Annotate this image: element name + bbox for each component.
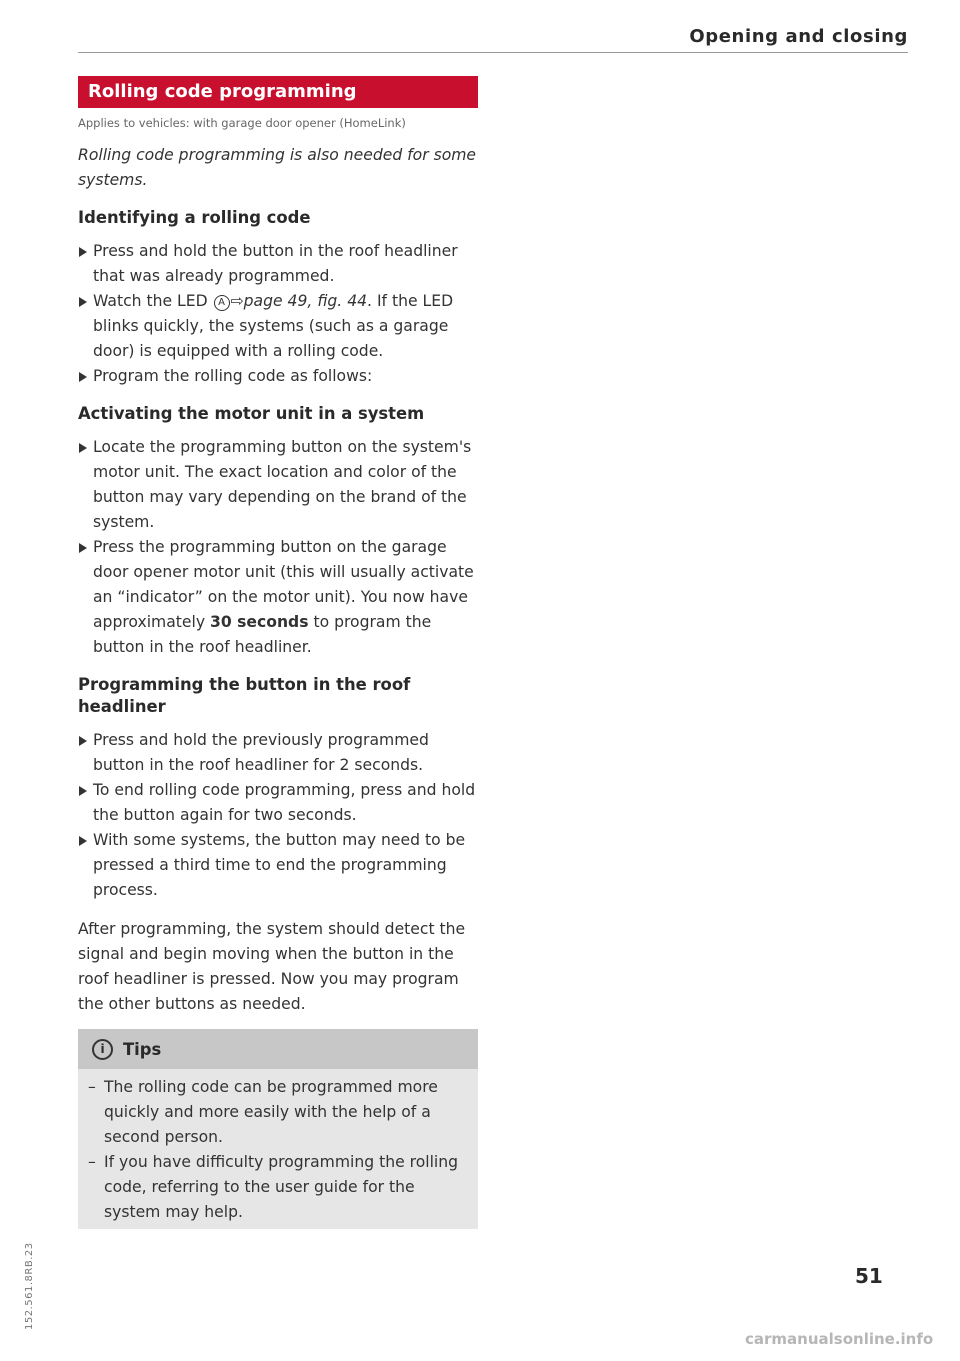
- identify-steps: [78, 239, 478, 389]
- tips-list: [78, 1069, 478, 1229]
- tip-text: The rolling code can be programmed more quickly and more easily with the help of a second person.: [104, 1078, 438, 1146]
- content-column: [78, 76, 478, 1229]
- page-reference: page 49: [243, 292, 308, 310]
- watermark: carmanualsonline.info: [745, 1330, 934, 1348]
- page-number: 51: [855, 1264, 883, 1288]
- activate-steps: [78, 435, 478, 660]
- emphasis-duration: 30 seconds: [210, 613, 309, 631]
- tips-box: [78, 1029, 478, 1229]
- info-icon: i: [92, 1039, 113, 1060]
- step-item: Press and hold the previously programmed button in the roof headliner for 2 seconds.: [78, 728, 478, 778]
- page-reference-link[interactable]: [244, 292, 367, 310]
- dash-bullet: –: [88, 1153, 96, 1171]
- tips-header: [78, 1029, 478, 1069]
- section-title: Rolling code programming: [78, 76, 478, 108]
- step-text: . If the LED blinks quickly, the systems (such as a garage door) is equipped with a rolling code.: [93, 292, 454, 360]
- header-rule: [78, 52, 908, 53]
- step-text: Press the programming button on the garage door opener motor unit (this will usually activate an “indicator” on the motor unit). You now have approximately: [93, 538, 474, 631]
- tip-item: [88, 1075, 468, 1150]
- running-head: Opening and closing: [689, 26, 908, 47]
- step-item: With some systems, the button may need to be pressed a third time to end the programming process.: [78, 828, 478, 903]
- intro-text: Rolling code programming is also needed for some systems.: [78, 146, 477, 189]
- arrow-right-icon: ⇨: [230, 292, 244, 310]
- tips-label: Tips: [123, 1039, 162, 1059]
- applies-to-note: Applies to vehicles: with garage door opener (HomeLink): [78, 116, 406, 130]
- after-programming-text: After programming, the system should detect the signal and begin moving when the button in the roof headliner is pressed. Now you may program the other buttons as needed.: [78, 920, 466, 1013]
- document-code: 152.561.8RB.23: [24, 1242, 35, 1330]
- program-steps: [78, 728, 478, 903]
- step-item: To end rolling code programming, press and hold the button again for two seconds.: [78, 778, 478, 828]
- heading-identify: Identifying a rolling code: [78, 208, 311, 227]
- heading-program: Programming the button in the roof headliner: [78, 675, 411, 716]
- figure-reference: fig. 44: [317, 292, 368, 310]
- tip-item: [88, 1150, 468, 1225]
- heading-activate: Activating the motor unit in a system: [78, 404, 425, 423]
- step-item: Program the rolling code as follows:: [78, 364, 478, 389]
- step-text: to program the button in the roof headliner.: [93, 613, 432, 656]
- step-text: Watch the LED: [93, 292, 213, 310]
- step-item: Locate the programming button on the system's motor unit. The exact location and color of the button may vary depending on the brand of the system.: [78, 435, 478, 535]
- tip-text: If you have difficulty programming the rolling code, referring to the user guide for the system may help.: [104, 1153, 459, 1221]
- step-item: [78, 289, 478, 364]
- reference-separator: ,: [307, 292, 318, 310]
- dash-bullet: –: [88, 1078, 96, 1096]
- led-marker-a: A: [214, 295, 230, 311]
- step-item: Press and hold the button in the roof headliner that was already programmed.: [78, 239, 478, 289]
- step-item: [78, 535, 478, 660]
